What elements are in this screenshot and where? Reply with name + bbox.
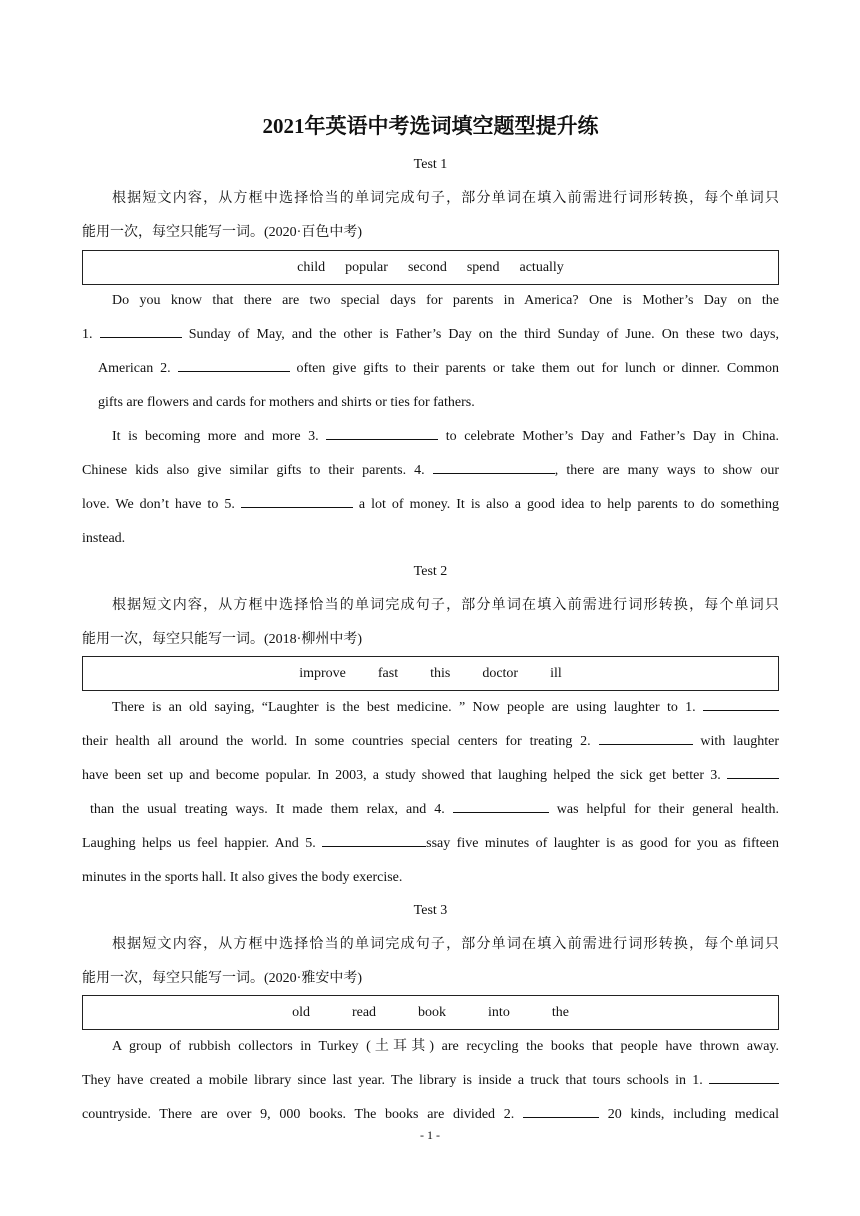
passage-line: than the usual treating ways. It made them relax, and 4. was helpful for their general health. bbox=[82, 793, 779, 827]
answer-blank-1[interactable] bbox=[100, 323, 182, 338]
test-3-instruction bbox=[82, 928, 779, 996]
passage-line: A group of rubbish collectors in Turkey (土耳其) are recycling the books that people have thrown away. bbox=[112, 1039, 779, 1054]
word-option: read bbox=[351, 1004, 377, 1020]
word-option: actually bbox=[519, 259, 564, 275]
test-1-word-box bbox=[82, 250, 779, 285]
passage-line: minutes in the sports hall. It also gives the body exercise. bbox=[82, 870, 403, 885]
passage-line: They have created a mobile library since last year. The library is inside a truck that tours schools in 1. bbox=[82, 1064, 779, 1098]
word-option: into bbox=[488, 1004, 510, 1020]
passage-line: American 2. often give gifts to their parents or take them out for lunch or dinner. Common bbox=[82, 352, 779, 386]
answer-blank-4[interactable] bbox=[453, 798, 549, 813]
answer-blank-2[interactable] bbox=[599, 730, 693, 745]
answer-blank-3[interactable] bbox=[727, 764, 779, 779]
passage-line: their health all around the world. In some countries special centers for treating 2. with laughter bbox=[82, 725, 779, 759]
word-option: ill bbox=[550, 665, 562, 681]
document-title: 2021年英语中考选词填空题型提升练 bbox=[262, 114, 599, 138]
instruction-line: 根据短文内容，从方框中选择恰当的单词完成句子，部分单词在填入前需进行词形转换，每个单词只 bbox=[112, 598, 779, 613]
passage-line: Chinese kids also give similar gifts to their parents. 4. , there are many ways to show our bbox=[82, 454, 779, 488]
passage-line: Laughing helps us feel happier. And 5. ssay five minutes of laughter is as good for you as fifteen bbox=[82, 827, 779, 861]
test-1-label: Test 1 bbox=[413, 157, 448, 172]
passage-line: have been set up and become popular. In 2003, a study showed that laughing helped the sick get better 3. bbox=[82, 759, 779, 793]
instruction-line: 根据短文内容，从方框中选择恰当的单词完成句子，部分单词在填入前需进行词形转换，每个单词只 bbox=[112, 191, 779, 206]
answer-blank-1[interactable] bbox=[709, 1069, 779, 1084]
test-3-word-box bbox=[82, 995, 779, 1030]
instruction-line: 能用一次，每空只能写一词。(2018·柳州中考) bbox=[82, 632, 362, 647]
word-option: improve bbox=[299, 665, 346, 681]
word-option: book bbox=[418, 1004, 447, 1020]
test-1-instruction bbox=[82, 182, 779, 250]
test-2-label: Test 2 bbox=[413, 564, 448, 579]
word-option: fast bbox=[377, 665, 399, 681]
answer-blank-1[interactable] bbox=[703, 696, 779, 711]
answer-blank-4[interactable] bbox=[433, 459, 555, 474]
answer-blank-2[interactable] bbox=[178, 357, 290, 372]
passage-line: It is becoming more and more 3. to celebrate Mother’s Day and Father’s Day in China. bbox=[82, 420, 779, 454]
test-2-instruction bbox=[82, 589, 779, 657]
answer-blank-3[interactable] bbox=[326, 425, 438, 440]
instruction-line: 能用一次，每空只能写一词。(2020·雅安中考) bbox=[82, 971, 362, 986]
word-option: second bbox=[407, 259, 447, 275]
test-2-passage bbox=[82, 691, 779, 895]
passage-line: instead. bbox=[82, 531, 126, 546]
test-3-label: Test 3 bbox=[413, 903, 448, 918]
test-2-word-box bbox=[82, 656, 779, 691]
word-option: the bbox=[551, 1004, 569, 1020]
passage-line: Do you know that there are two special days for parents in America? One is Mother’s Day on the bbox=[112, 293, 779, 308]
answer-blank-5[interactable] bbox=[241, 493, 353, 508]
test-1-passage bbox=[82, 284, 779, 556]
word-option: this bbox=[430, 665, 451, 681]
page-number: - 1 - bbox=[420, 1128, 440, 1142]
word-option: old bbox=[292, 1004, 310, 1020]
word-option: child bbox=[297, 259, 326, 275]
answer-blank-5[interactable] bbox=[322, 832, 426, 847]
instruction-line: 根据短文内容，从方框中选择恰当的单词完成句子，部分单词在填入前需进行词形转换，每个单词只 bbox=[112, 937, 779, 952]
test-3-passage bbox=[82, 1030, 779, 1132]
word-option: doctor bbox=[482, 665, 519, 681]
answer-blank-2[interactable] bbox=[523, 1103, 599, 1118]
instruction-line: 能用一次，每空只能写一词。(2020·百色中考) bbox=[82, 225, 362, 240]
passage-line: gifts are flowers and cards for mothers and shirts or ties for fathers. bbox=[98, 395, 475, 410]
passage-line: There is an old saying, “Laughter is the best medicine. ” Now people are using laughter to 1. bbox=[82, 691, 779, 725]
passage-line: love. We don’t have to 5. a lot of money. It is also a good idea to help parents to do something bbox=[82, 488, 779, 522]
passage-line: countryside. There are over 9, 000 books. The books are divided 2. 20 kinds, including medical bbox=[82, 1098, 779, 1132]
passage-line: 1. Sunday of May, and the other is Father’s Day on the third Sunday of June. On these two days, bbox=[82, 318, 779, 352]
word-option: spend bbox=[466, 259, 500, 275]
word-option: popular bbox=[345, 259, 388, 275]
